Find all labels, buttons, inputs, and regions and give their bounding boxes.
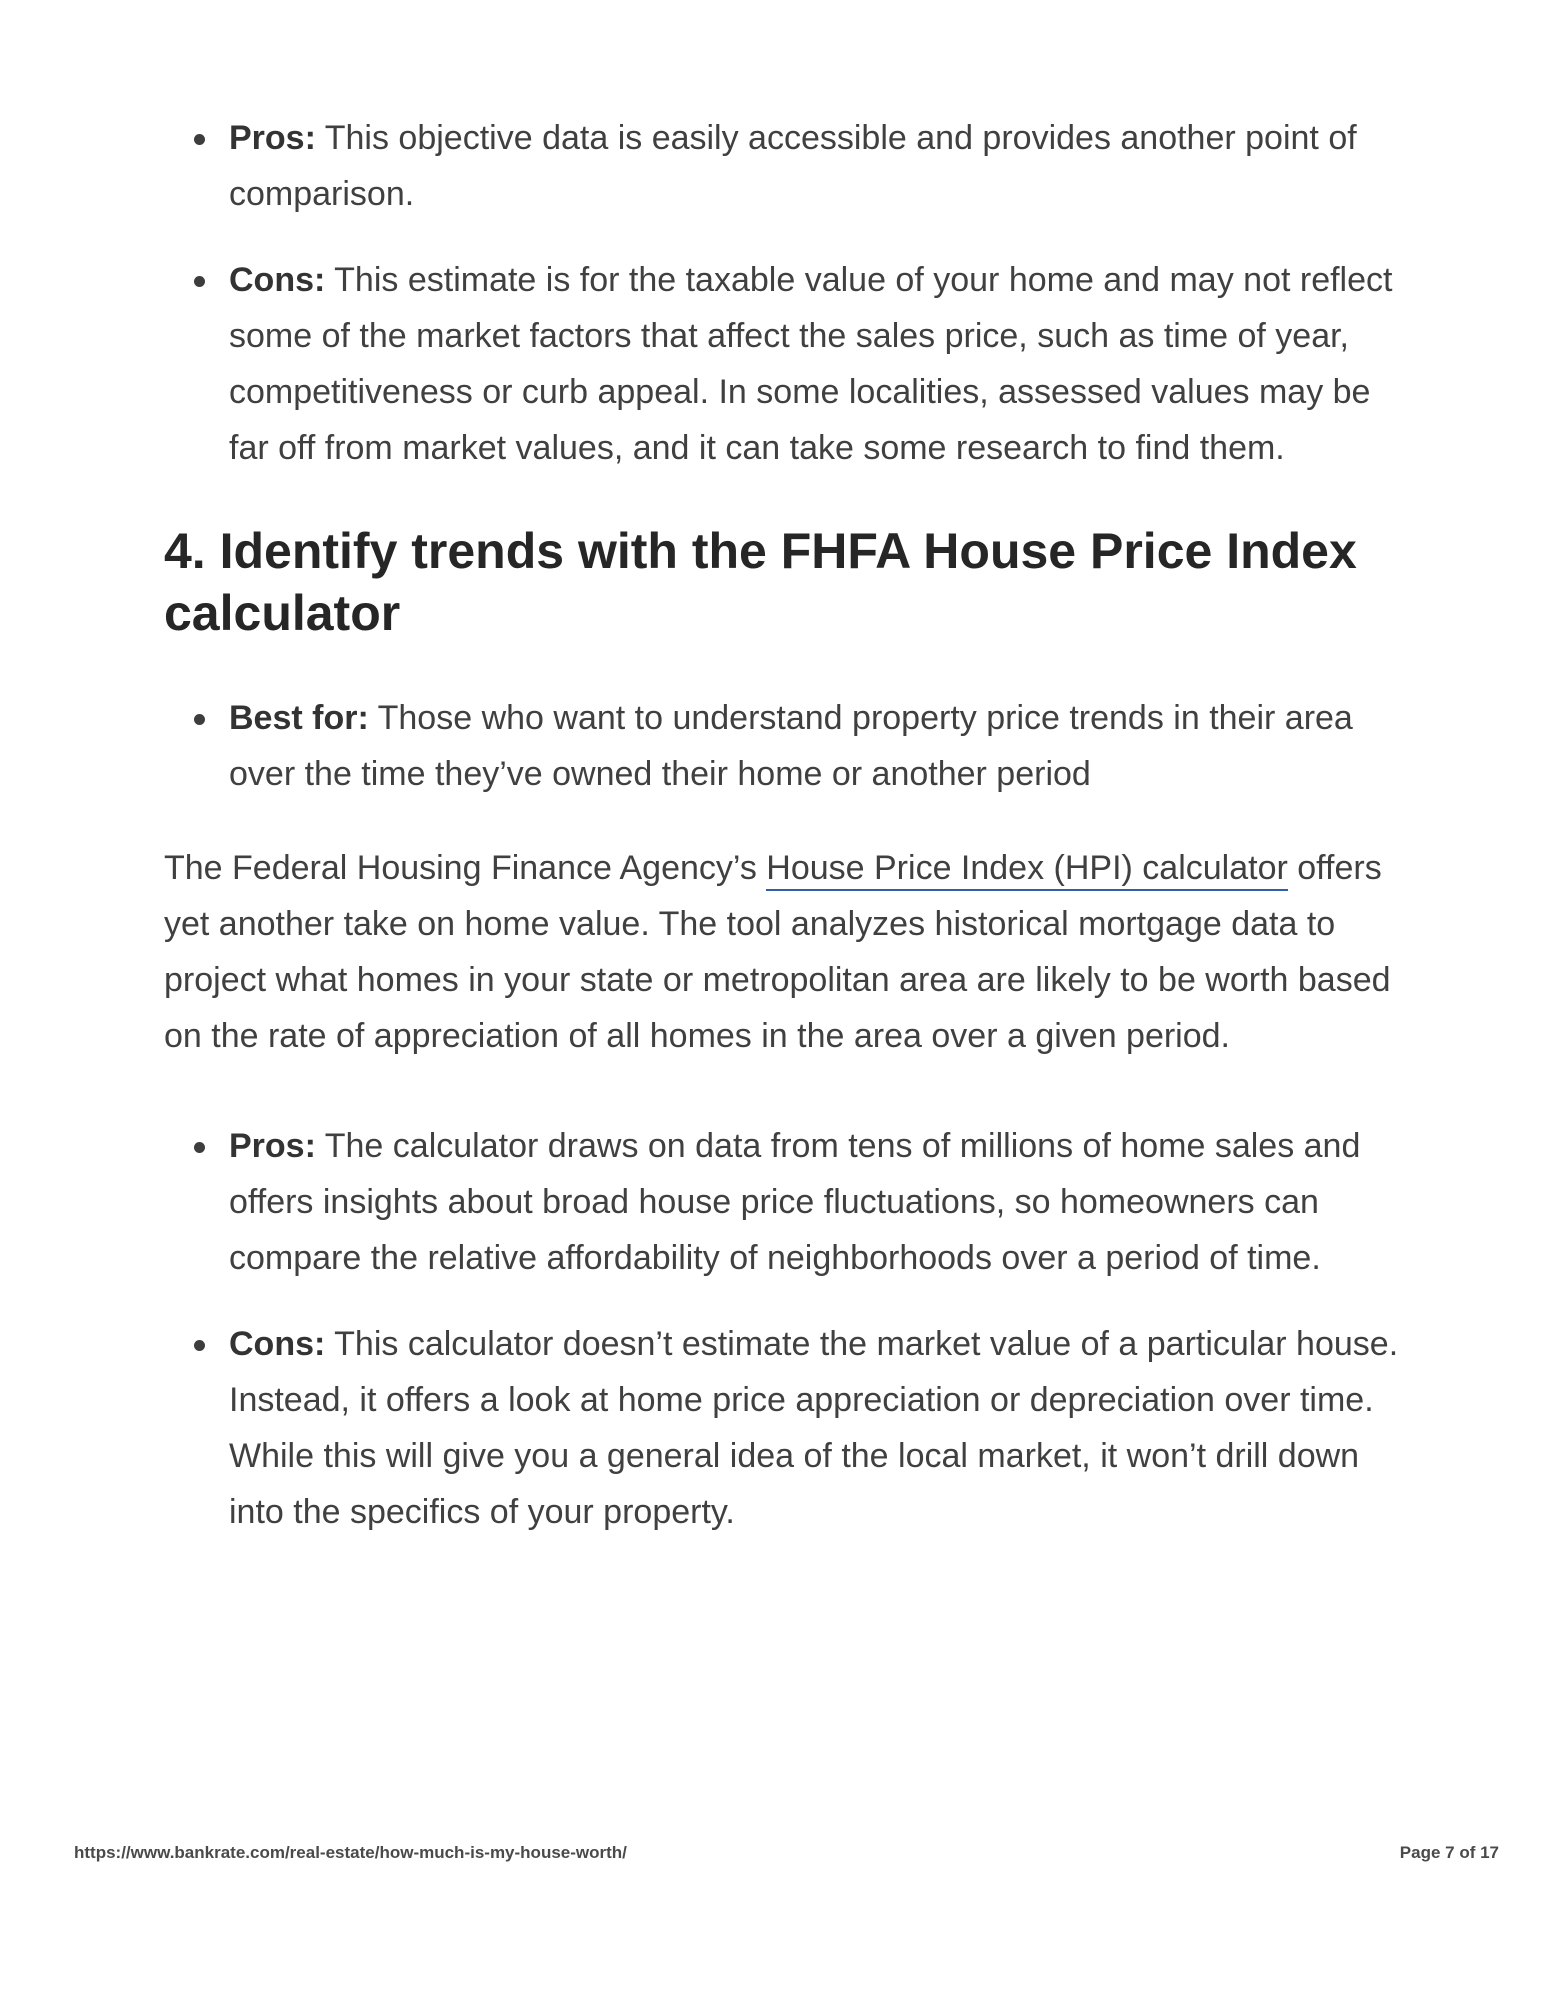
paragraph-intro: The Federal Housing Finance Agency’s [164, 849, 767, 887]
hpi-calculator-link[interactable]: House Price Index (HPI) calculator [766, 849, 1288, 891]
cons-term: Cons: [229, 261, 326, 299]
pros-text: This objective data is easily accessible and provides another point of comparison. [229, 119, 1357, 213]
pros-term: Pros: [229, 1127, 316, 1165]
pros-cons-list-top [164, 110, 1414, 476]
list-item-pros [164, 1118, 1414, 1286]
list-item-pros [164, 110, 1414, 222]
list-item-cons [164, 1316, 1414, 1540]
pros-text: The calculator draws on data from tens of millions of home sales and offers insights about broad house price fluctuations, so homeowners can compare the relative affordability of neighborhoods over a period of time. [229, 1127, 1361, 1277]
article-body [164, 110, 1414, 1570]
list-item-cons [164, 252, 1414, 476]
pros-cons-list-bottom [164, 1118, 1414, 1540]
cons-text: This estimate is for the taxable value of your home and may not reflect some of the market factors that affect the sales price, such as time of year, competitiveness or curb appeal. In some localities, assessed values may be far off from market values, and it can take some research to find them. [229, 261, 1393, 467]
best-for-term: Best for: [229, 699, 369, 737]
list-item-best-for [164, 690, 1414, 802]
section-heading: 4. Identify trends with the FHFA House Price Index calculator [164, 523, 1357, 641]
cons-term: Cons: [229, 1325, 326, 1363]
page-number: Page 7 of 17 [1399, 1843, 1499, 1862]
best-for-list [164, 690, 1414, 802]
best-for-text: Those who want to understand property price trends in their area over the time they’ve owned their home or another period [229, 699, 1353, 793]
footer-url: https://www.bankrate.com/real-estate/how-much-is-my-house-worth/ [74, 1843, 627, 1862]
cons-text: This calculator doesn’t estimate the market value of a particular house. Instead, it offers a look at home price appreciation or depreciation over time. While this will give you a general idea of the local market, it won’t drill down into the specifics of your property. [229, 1325, 1399, 1531]
paragraph-body: offers yet another take on home value. The tool analyzes historical mortgage data to project what homes in your state or metropolitan area are likely to be worth based on the rate of appreciation of all homes in the area over a given period. [164, 849, 1391, 1055]
hpi-paragraph [164, 840, 1414, 1064]
pros-term: Pros: [229, 119, 316, 157]
